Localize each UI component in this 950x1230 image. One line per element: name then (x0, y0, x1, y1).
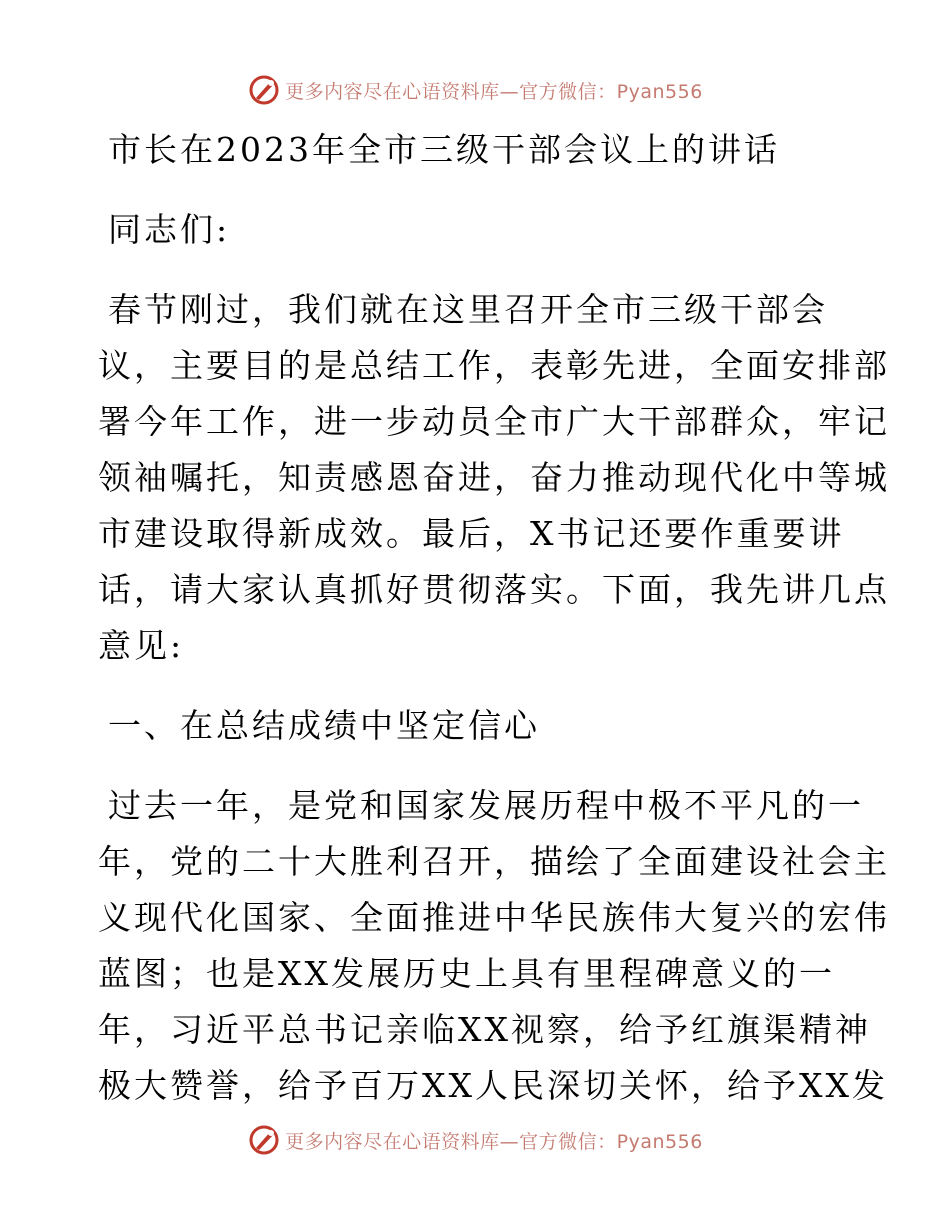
paragraph-line: 极大赞誉，给予百万XX人民深切关怀，给予XX发 (98, 1066, 888, 1105)
watermark-banner-bottom (0, 1120, 950, 1160)
paragraph-line: 市建设取得新成效。最后，X书记还要作重要讲 (98, 514, 845, 553)
section-heading: 一、在总结成绩中坚定信心 (108, 706, 540, 745)
paragraph-line: 话，请大家认真抓好贯彻落实。下面，我先讲几点 (98, 570, 890, 609)
watermark-banner-top (0, 70, 950, 110)
watermark-text: 更多内容尽在心语资料库—官方微信：Pyan556 (285, 1130, 703, 1153)
paragraph-line: 领袖嘱托，知责感恩奋进，奋力推动现代化中等城 (98, 458, 890, 497)
paragraph-1 (98, 282, 890, 674)
paragraph-line: 年，党的二十大胜利召开，描绘了全面建设社会主 (98, 842, 890, 881)
pen-circle-logo-icon (247, 73, 281, 107)
paragraph-line: 署今年工作，进一步动员全市广大干部群众，牢记 (98, 402, 890, 441)
document-body (98, 122, 890, 1114)
paragraph-line: 义现代化国家、全面推进中华民族伟大复兴的宏伟 (98, 898, 890, 937)
watermark-text: 更多内容尽在心语资料库—官方微信：Pyan556 (285, 80, 703, 103)
paragraph-line: 过去一年，是党和国家发展历程中极不平凡的一 (108, 786, 864, 825)
paragraph-line: 意见: (98, 626, 185, 665)
paragraph-line: 议，主要目的是总结工作，表彰先进，全面安排部 (98, 346, 890, 385)
greeting: 同志们: (108, 210, 231, 249)
pen-circle-logo-icon (247, 1123, 281, 1157)
paragraph-line: 春节刚过，我们就在这里召开全市三级干部会 (108, 290, 828, 329)
document-title: 市长在2023年全市三级干部会议上的讲话 (108, 130, 780, 169)
paragraph-line: 蓝图；也是XX发展历史上具有里程碑意义的一 (98, 954, 835, 993)
paragraph-2 (98, 778, 890, 1114)
paragraph-line: 年，习近平总书记亲临XX视察，给予红旗渠精神 (98, 1010, 871, 1049)
